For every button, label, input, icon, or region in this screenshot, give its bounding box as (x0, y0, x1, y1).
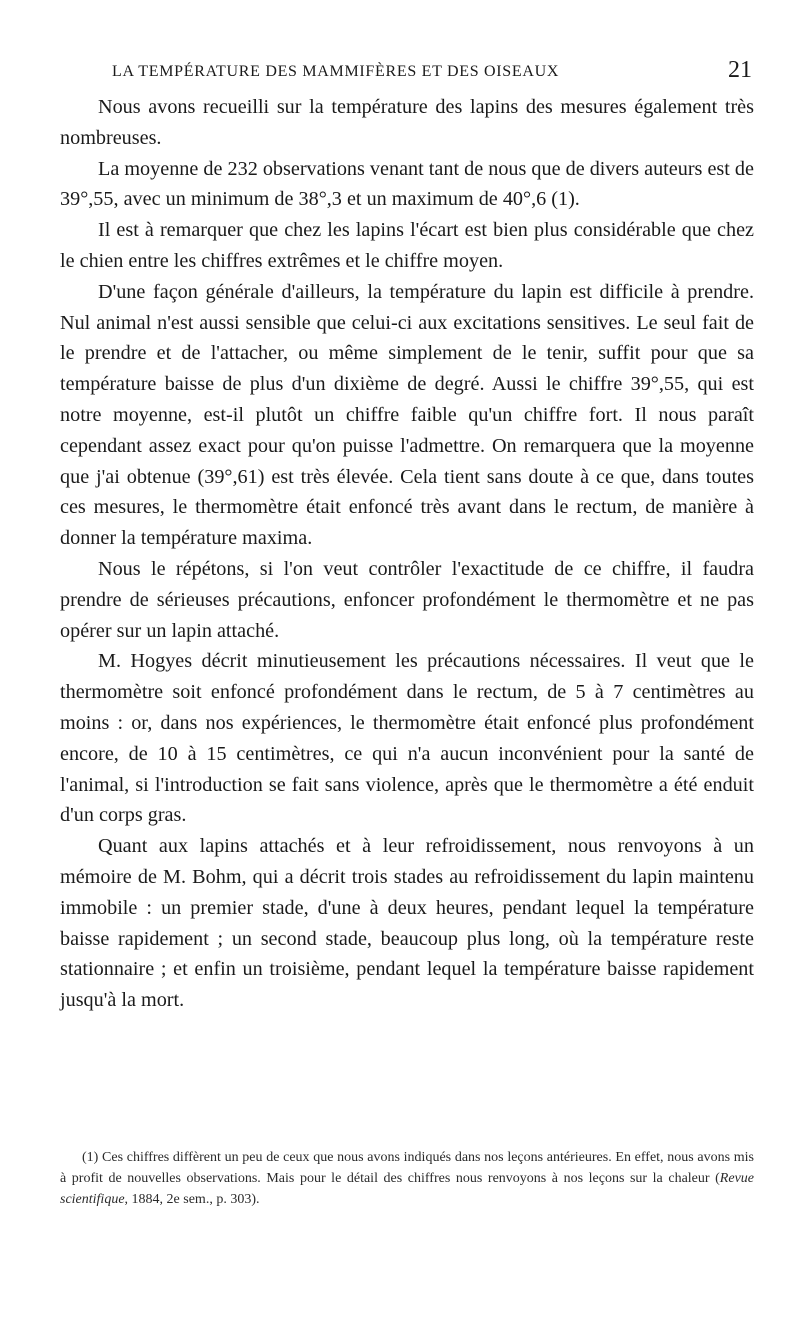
running-title: LA TEMPÉRATURE DES MAMMIFÈRES ET DES OISEAUX (112, 63, 560, 80)
footnote-source-title: Revue scientifique (60, 1171, 754, 1207)
page-number: 21 (728, 57, 752, 83)
paragraph: M. Hogyes décrit minutieusement les précautions nécessaires. Il veut que le thermomètre soit enfoncé profondément dans le rectum, de 5 à 7 centimètres au moins : or, dans nos expériences, le thermomètre était enfoncé plus profondément encore, de 10 à 15 centimètres, ce qui n'a aucun inconvénient pour la santé de l'animal, si l'introduction se fait sans violence, après que le thermomètre a été enduit d'un corps gras. (60, 650, 754, 827)
paragraph: D'une façon générale d'ailleurs, la température du lapin est difficile à prendre. Nul animal n'est aussi sensible que celui-ci aux excitations sensitives. Le seul fait de le prendre et de l'attacher, ou même simplement de le tenir, suffit pour que sa température baisse de plus d'un dixième de degré. Aussi le chiffre 39°,55, qui est notre moyenne, est-il plutôt un chiffre faible qu'un chiffre fort. Il nous paraît cependant assez exact pour qu'on puisse l'admettre. On remarquera que la moyenne que j'ai obtenue (39°,61) est très élevée. Cela tient sans doute à ce que, dans toutes ces mesures, le thermomètre était enfoncé très avant dans le rectum, de manière à donner la température maxima. (60, 280, 754, 550)
footnote-source-details: , 1884, 2e sem., p. 303). (124, 1192, 260, 1207)
footnote-text: (1) Ces chiffres diffèrent un peu de ceux que nous avons indiqués dans nos leçons antérieures. En effet, nous avons mis à profit de nouvelles observations. Mais pour le détail des chiffres nous renvoyons à nos leçons sur la chaleur ( (60, 1150, 754, 1186)
paragraph: La moyenne de 232 observations venant tant de nous que de divers auteurs est de 39°,55, avec un minimum de 38°,3 et un maximum de 40°,6 (1). (60, 157, 754, 211)
page-header (62, 57, 752, 87)
paragraph: Nous le répétons, si l'on veut contrôler l'exactitude de ce chiffre, il faudra prendre de sérieuses précautions, enfoncer profondément le thermomètre et ne pas opérer sur un lapin attaché. (60, 557, 754, 642)
footnote (60, 1147, 754, 1210)
paragraph: Quant aux lapins attachés et à leur refroidissement, nous renvoyons à un mémoire de M. Bohm, qui a décrit trois stades au refroidissement du lapin maintenu immobile : un premier stade, d'une à deux heures, pendant lequel la température baisse rapidement ; un second stade, beaucoup plus long, où la température reste stationnaire ; et enfin un troisième, pendant lequel la température baisse rapidement jusqu'à la mort. (60, 835, 754, 1012)
paragraph: Il est à remarquer que chez les lapins l'écart est bien plus considérable que chez le chien entre les chiffres extrêmes et le chiffre moyen. (60, 219, 754, 272)
body-text (60, 92, 754, 1016)
paragraph: Nous avons recueilli sur la température des lapins des mesures également très nombreuses. (60, 96, 754, 149)
